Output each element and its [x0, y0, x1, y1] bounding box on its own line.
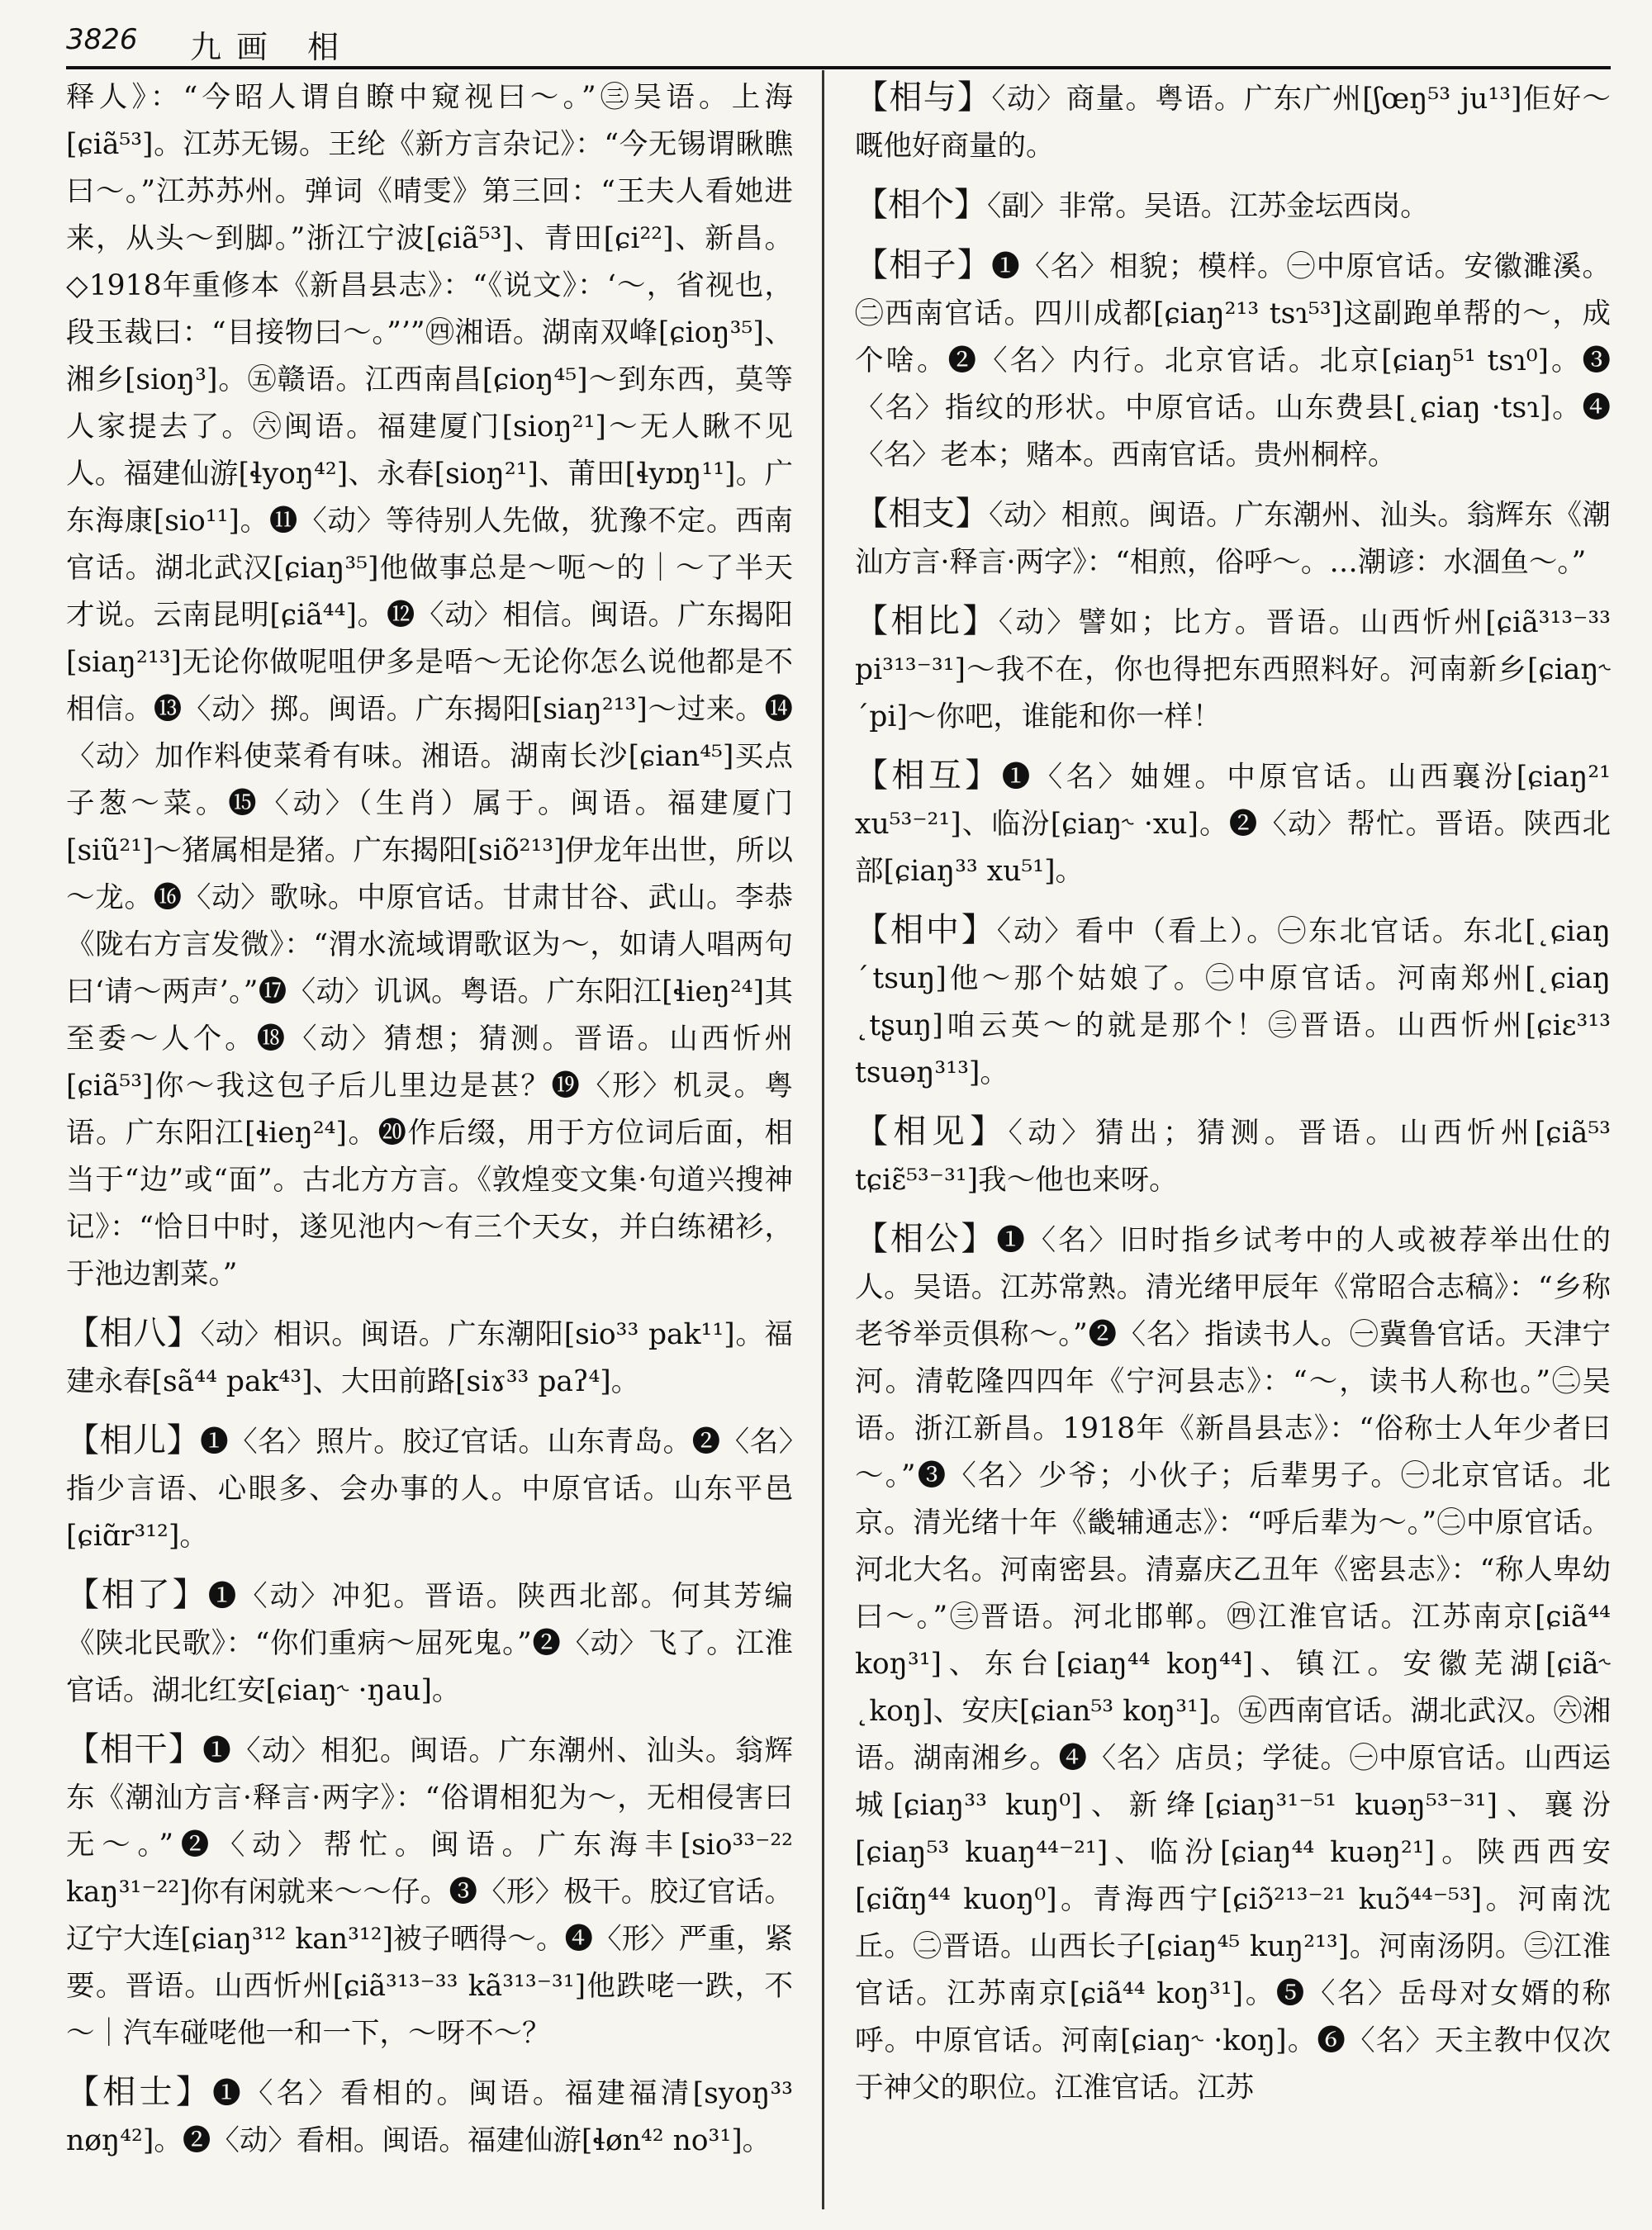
- entry-text: 〈动〉看中（看上）。㊀东北官话。东北[˛ɕiaŋ ˊtsuŋ]他～那个姑娘了。㊁中原官话。河南郑州[˛ɕiaŋ ˛tʂuŋ]咱云英～的就是那个！㊂晋语。山西忻州[ɕiɛ³¹³ tsuəŋ³¹³]。: [855, 915, 1611, 1089]
- entry-xiang-ge: [855, 182, 1611, 230]
- entry-text: 〈动〉譬如；比方。晋语。山西忻州[ɕiã³¹³⁻³³ pi³¹³⁻³¹]～我不在，你也得把东西照料好。河南新乡[ɕiaŋ˞ ˊpi]～你吧，谁能和你一样！: [855, 606, 1611, 733]
- right-column: [855, 74, 1611, 2197]
- headword: 【相支】: [855, 495, 990, 533]
- entry-xiang-ba: [66, 1310, 793, 1406]
- entry-xiang-jian: [855, 1108, 1611, 1204]
- page-title: 九画 相: [190, 29, 354, 65]
- entry-xiang-shi: [66, 2069, 793, 2165]
- headword: 【相见】: [855, 1113, 1009, 1151]
- page-header: [66, 21, 1611, 69]
- entry-xiang-gong: [855, 1216, 1611, 2112]
- left-column: [66, 74, 793, 2197]
- headword: 【相互】: [855, 757, 1002, 795]
- entry-text: 〈副〉非常。吴语。江苏金坛西岗。: [987, 190, 1429, 223]
- headword: 【相公】: [855, 1220, 997, 1258]
- headword: 【相中】: [855, 911, 997, 949]
- entry-text: ❶〈名〉照片。胶辽官话。山东青岛。❷〈名〉指少言语、心眼多、会办事的人。中原官话。山东平邑[ɕiɑ̃r³¹²]。: [66, 1426, 793, 1553]
- entry-xiang-zhi: [855, 491, 1611, 586]
- headword: 【相士】: [66, 2073, 213, 2111]
- column-divider: [822, 70, 824, 2209]
- entry-xiang-le: [66, 1572, 793, 1715]
- entry-xiang-gan: [66, 1726, 793, 2057]
- headword: 【相干】: [66, 1730, 203, 1768]
- entry-xiang-bi: [855, 598, 1611, 741]
- entry-text: ❶〈名〉旧时指乡试考中的人或被荐举出仕的人。吴语。江苏常熟。清光绪甲辰年《常昭合志稿》：“乡称老爷举贡俱称～。”❷〈名〉指读书人。㊀冀鲁官话。天津宁河。清乾隆四四年《宁河县志》：“～，读书人称也。”㊁吴语。浙江新昌。1918年《新昌县志》：“俗称士人年少者曰～。”❸〈名〉少爷；小伙子；后辈男子。㊀北京官话。北京。清光绪十年《畿辅通志》：“呼后辈为～。”㊁中原官话。河北大名。河南密县。清嘉庆乙丑年《密县志》：“称人卑幼曰～。”㊂晋语。河北邯郸。㊃江淮官话。江苏南京[ɕiã⁴⁴ koŋ³¹]、东台[ɕiaŋ⁴⁴ koŋ⁴⁴]、镇江。安徽芜湖[ɕiã˞ ˛koŋ]、安庆[ɕian⁵³ koŋ³¹]。㊄西南官话。湖北武汉。㊅湘语。湖南湘乡。❹〈名〉店员；学徒。㊀中原官话。山西运城[ɕiaŋ³³ kuŋ⁰]、新绛[ɕiaŋ³¹⁻⁵¹ kuəŋ⁵³⁻³¹]、襄汾[ɕiaŋ⁵³ kuaŋ⁴⁴⁻²¹]、临汾[ɕiaŋ⁴⁴ kuəŋ²¹]。陕西西安[ɕiɑ̃ŋ⁴⁴ kuoŋ⁰]。青海西宁[ɕiɔ̃²¹³⁻²¹ kuɔ̃⁴⁴⁻⁵³]。河南沈丘。㊁晋语。山西长子[ɕiaŋ⁴⁵ kuŋ²¹³]。河南汤阴。㊂江淮官话。江苏南京[ɕiã⁴⁴ koŋ³¹]。❺〈名〉岳母对女婿的称呼。中原官话。河南[ɕiaŋ˞ ·koŋ]。❻〈名〉天主教中仅次于神父的职位。江淮官话。江苏: [855, 1224, 1611, 2104]
- entry-text: ❶〈名〉看相的。闽语。福建福清[syoŋ³³ nøŋ⁴²]。❷〈动〉看相。闽语。福建仙游[ɬøn⁴² no³¹]。: [66, 2077, 793, 2157]
- page-number: 3826: [66, 23, 138, 56]
- entry-text: ❶〈名〉妯娌。中原官话。山西襄汾[ɕiaŋ²¹ xu⁵³⁻²¹]、临汾[ɕiaŋ˞ ·xu]。❷〈动〉帮忙。晋语。陕西北部[ɕiaŋ³³ xu⁵¹]。: [855, 761, 1611, 888]
- entry-xiang-er: [66, 1417, 793, 1560]
- entry-text: ❶〈动〉冲犯。晋语。陕西北部。何其芳编《陕北民歌》：“你们重病～屈死鬼。”❷〈动〉飞了。江淮官话。湖北红安[ɕiaŋ˞ ·ŋau]。: [66, 1580, 793, 1707]
- entry-xiang-yu: [855, 74, 1611, 170]
- entry-continuation: 释人》：“今昭人谓自瞭中窥视曰～。”㊂吴语。上海[ɕiã⁵³]。江苏无锡。王纶《新方言杂记》：“今无锡谓瞅瞧曰～。”江苏苏州。弹词《晴雯》第三回：“王夫人看她进来，从头～到脚。”浙江宁波[ɕiã⁵³]、青田[ɕi²²]、新昌。◇1918年重修本《新昌县志》：“《说文》：‘～，省视也，段玉裁曰：“目接物曰～。”’”㊃湘语。湖南双峰[ɕioŋ³⁵]、湘乡[sioŋ³]。㊄赣语。江西南昌[ɕioŋ⁴⁵]～到东西，莫等人家提去了。㊅闽语。福建厦门[sioŋ²¹]～无人瞅不见人。福建仙游[ɬyoŋ⁴²]、永春[sioŋ²¹]、莆田[ɬyɒŋ¹¹]。广东海康[sio¹¹]。⓫〈动〉等待别人先做，犹豫不定。西南官话。湖北武汉[ɕiaŋ³⁵]他做事总是～呃～的｜～了半天才说。云南昆明[ɕiã⁴⁴]。⓬〈动〉相信。闽语。广东揭阳[siaŋ²¹³]无论你做呢咀伊多是唔～无论你怎么说他都是不相信。⓭〈动〉掷。闽语。广东揭阳[siaŋ²¹³]～过来。⓮〈动〉加作料使菜肴有味。湘语。湖南长沙[ɕian⁴⁵]买点子葱～菜。⓯〈动〉（生肖）属于。闽语。福建厦门[siũ²¹]～猪属相是猪。广东揭阳[siõ²¹³]伊龙年出世，所以～龙。⓰〈动〉歌咏。中原官话。甘肃甘谷、武山。李恭《陇右方言发微》：“渭水流域谓歌讴为～，如请人唱两句曰‘请～两声’。”⓱〈动〉讥讽。粤语。广东阳江[ɬieŋ²⁴]其至委～人个。⓲〈动〉猜想；猜测。晋语。山西忻州[ɕiã⁵³]你～我这包子后儿里边是甚？⓳〈形〉机灵。粤语。广东阳江[ɬieŋ²⁴]。⓴作后缀，用于方位词后面，相当于“边”或“面”。古北方方言。《敦煌变文集·句道兴搜神记》：“恰日中时，遂见池内～有三个天女，并白练裙衫，于池边割菜。”: [66, 81, 793, 1291]
- headword: 【相八】: [66, 1314, 201, 1352]
- headword: 【相了】: [66, 1576, 208, 1614]
- entry-text: 〈动〉猜出；猜测。晋语。山西忻州[ɕiã⁵³ tɕiɛ̃⁵³⁻³¹]我～他也来呀。: [855, 1117, 1611, 1197]
- entry-text: ❶〈名〉相貌；模样。㊀中原官话。安徽濉溪。㊁西南官话。四川成都[ɕiaŋ²¹³ tsɿ⁵³]这副跑单帮的～，成个啥。❷〈名〉内行。北京官话。北京[ɕiaŋ⁵¹ tsɿ⁰]。❸〈名〉指纹的形状。中原官话。山东费县[˛ɕiaŋ ·tsɿ]。❹〈名〉老本；赌本。西南官话。贵州桐梓。: [855, 250, 1611, 472]
- entry-xiang-hu: [855, 752, 1611, 895]
- entry-text: ❶〈动〉相犯。闽语。广东潮州、汕头。翁辉东《潮汕方言·释言·两字》：“俗谓相犯为～，无相侵害曰无～。”❷〈动〉帮忙。闽语。广东海丰[sio³³⁻²² kaŋ³¹⁻²²]你有闲就来～～仔。❸〈形〉极干。胶辽官话。辽宁大连[ɕiaŋ³¹² kan³¹²]被子晒得～。❹〈形〉严重，紧要。晋语。山西忻州[ɕiã³¹³⁻³³ kã³¹³⁻³¹]他跌咾一跌，不～｜汽车碰咾他一和一下，～呀不～？: [66, 1734, 793, 2050]
- entry-text: 〈动〉相煎。闽语。广东潮州、汕头。翁辉东《潮汕方言·释言·两字》：“相煎，俗呼～。…潮谚：水涸鱼～。”: [855, 499, 1611, 579]
- entry-text: 〈动〉相识。闽语。广东潮阳[sio³³ pak¹¹]。福建永春[sã⁴⁴ pak⁴³]、大田前路[siɤ³³ paʔ⁴]。: [66, 1318, 793, 1398]
- headword: 【相与】: [855, 78, 992, 116]
- entry-text: 〈动〉商量。粤语。广东广州[ʃœŋ⁵³ ju¹³]佢好～嘅他好商量的。: [855, 83, 1611, 163]
- headword: 【相比】: [855, 602, 999, 640]
- headword: 【相子】: [855, 246, 992, 284]
- entry-xiang-zhong: [855, 907, 1611, 1097]
- headword: 【相个】: [855, 186, 987, 224]
- headword: 【相儿】: [66, 1421, 201, 1459]
- entry-xiang-zi: [855, 242, 1611, 479]
